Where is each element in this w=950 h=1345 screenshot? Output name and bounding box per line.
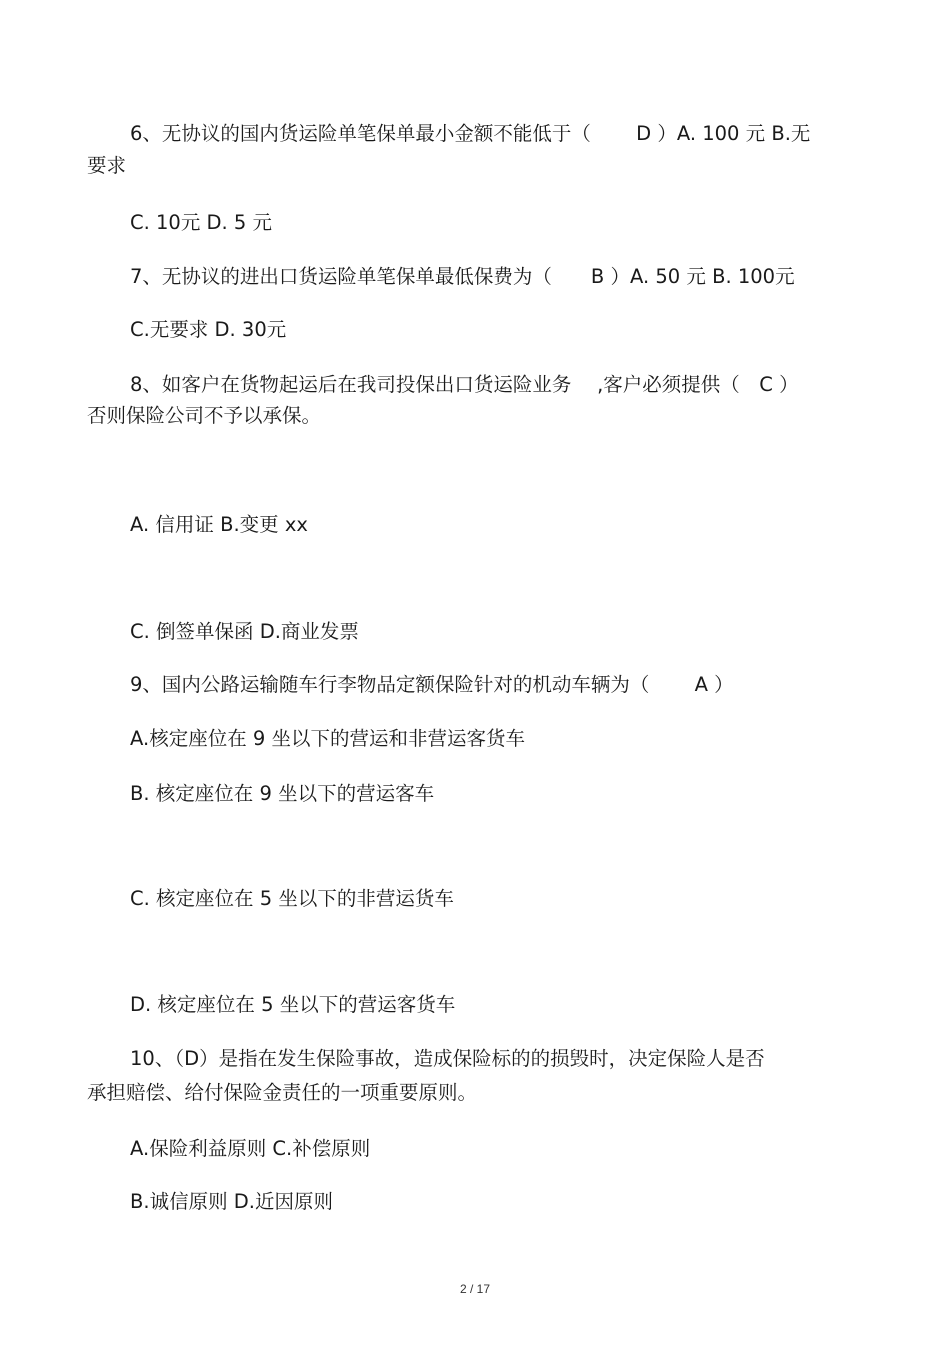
question-10-options-a-c: A.保险利益原则 C.补偿原则 <box>130 1137 371 1160</box>
question-6-line-1: 6、无协议的国内货运险单笔保单最小金额不能低于（ D ）A. 100 元 B.无 <box>130 122 811 145</box>
question-10-options-b-d: B.诚信原则 D.近因原则 <box>130 1190 333 1213</box>
question-7-line-1: 7、无协议的进出口货运险单笔保单最低保费为（ B ）A. 50 元 B. 100元 <box>130 265 795 288</box>
question-6-options: C. 10元 D. 5 元 <box>130 211 273 234</box>
page-number: 2 / 17 <box>459 1282 491 1296</box>
question-9-option-d: D. 核定座位在 5 坐以下的营运客货车 <box>130 993 456 1016</box>
question-8-line-1: 8、如客户在货物起运后在我司投保出口货运险业务 ,客户必须提供（ C ） <box>130 373 799 396</box>
question-8-line-2: 否则保险公司不予以承保。 <box>87 404 322 427</box>
question-8-option-c-d: C. 倒签单保函 D.商业发票 <box>130 620 359 643</box>
question-10-line-1: 10、（D）是指在发生保险事故，造成保险标的的损毁时，决定保险人是否 <box>130 1047 765 1070</box>
question-9-option-c: C. 核定座位在 5 坐以下的非营运货车 <box>130 887 454 910</box>
question-9-line-1: 9、国内公路运输随车行李物品定额保险针对的机动车辆为（ A ） <box>130 673 734 696</box>
question-9-option-b: B. 核定座位在 9 坐以下的营运客车 <box>130 782 435 805</box>
question-6-line-2: 要求 <box>87 154 127 177</box>
question-7-options: C.无要求 D. 30元 <box>130 318 287 341</box>
question-8-option-a-b: A. 信用证 B.变更 xx <box>130 513 308 536</box>
question-9-option-a: A.核定座位在 9 坐以下的营运和非营运客货车 <box>130 727 525 750</box>
question-10-line-2: 承担赔偿、给付保险金责任的一项重要原则。 <box>87 1081 478 1104</box>
